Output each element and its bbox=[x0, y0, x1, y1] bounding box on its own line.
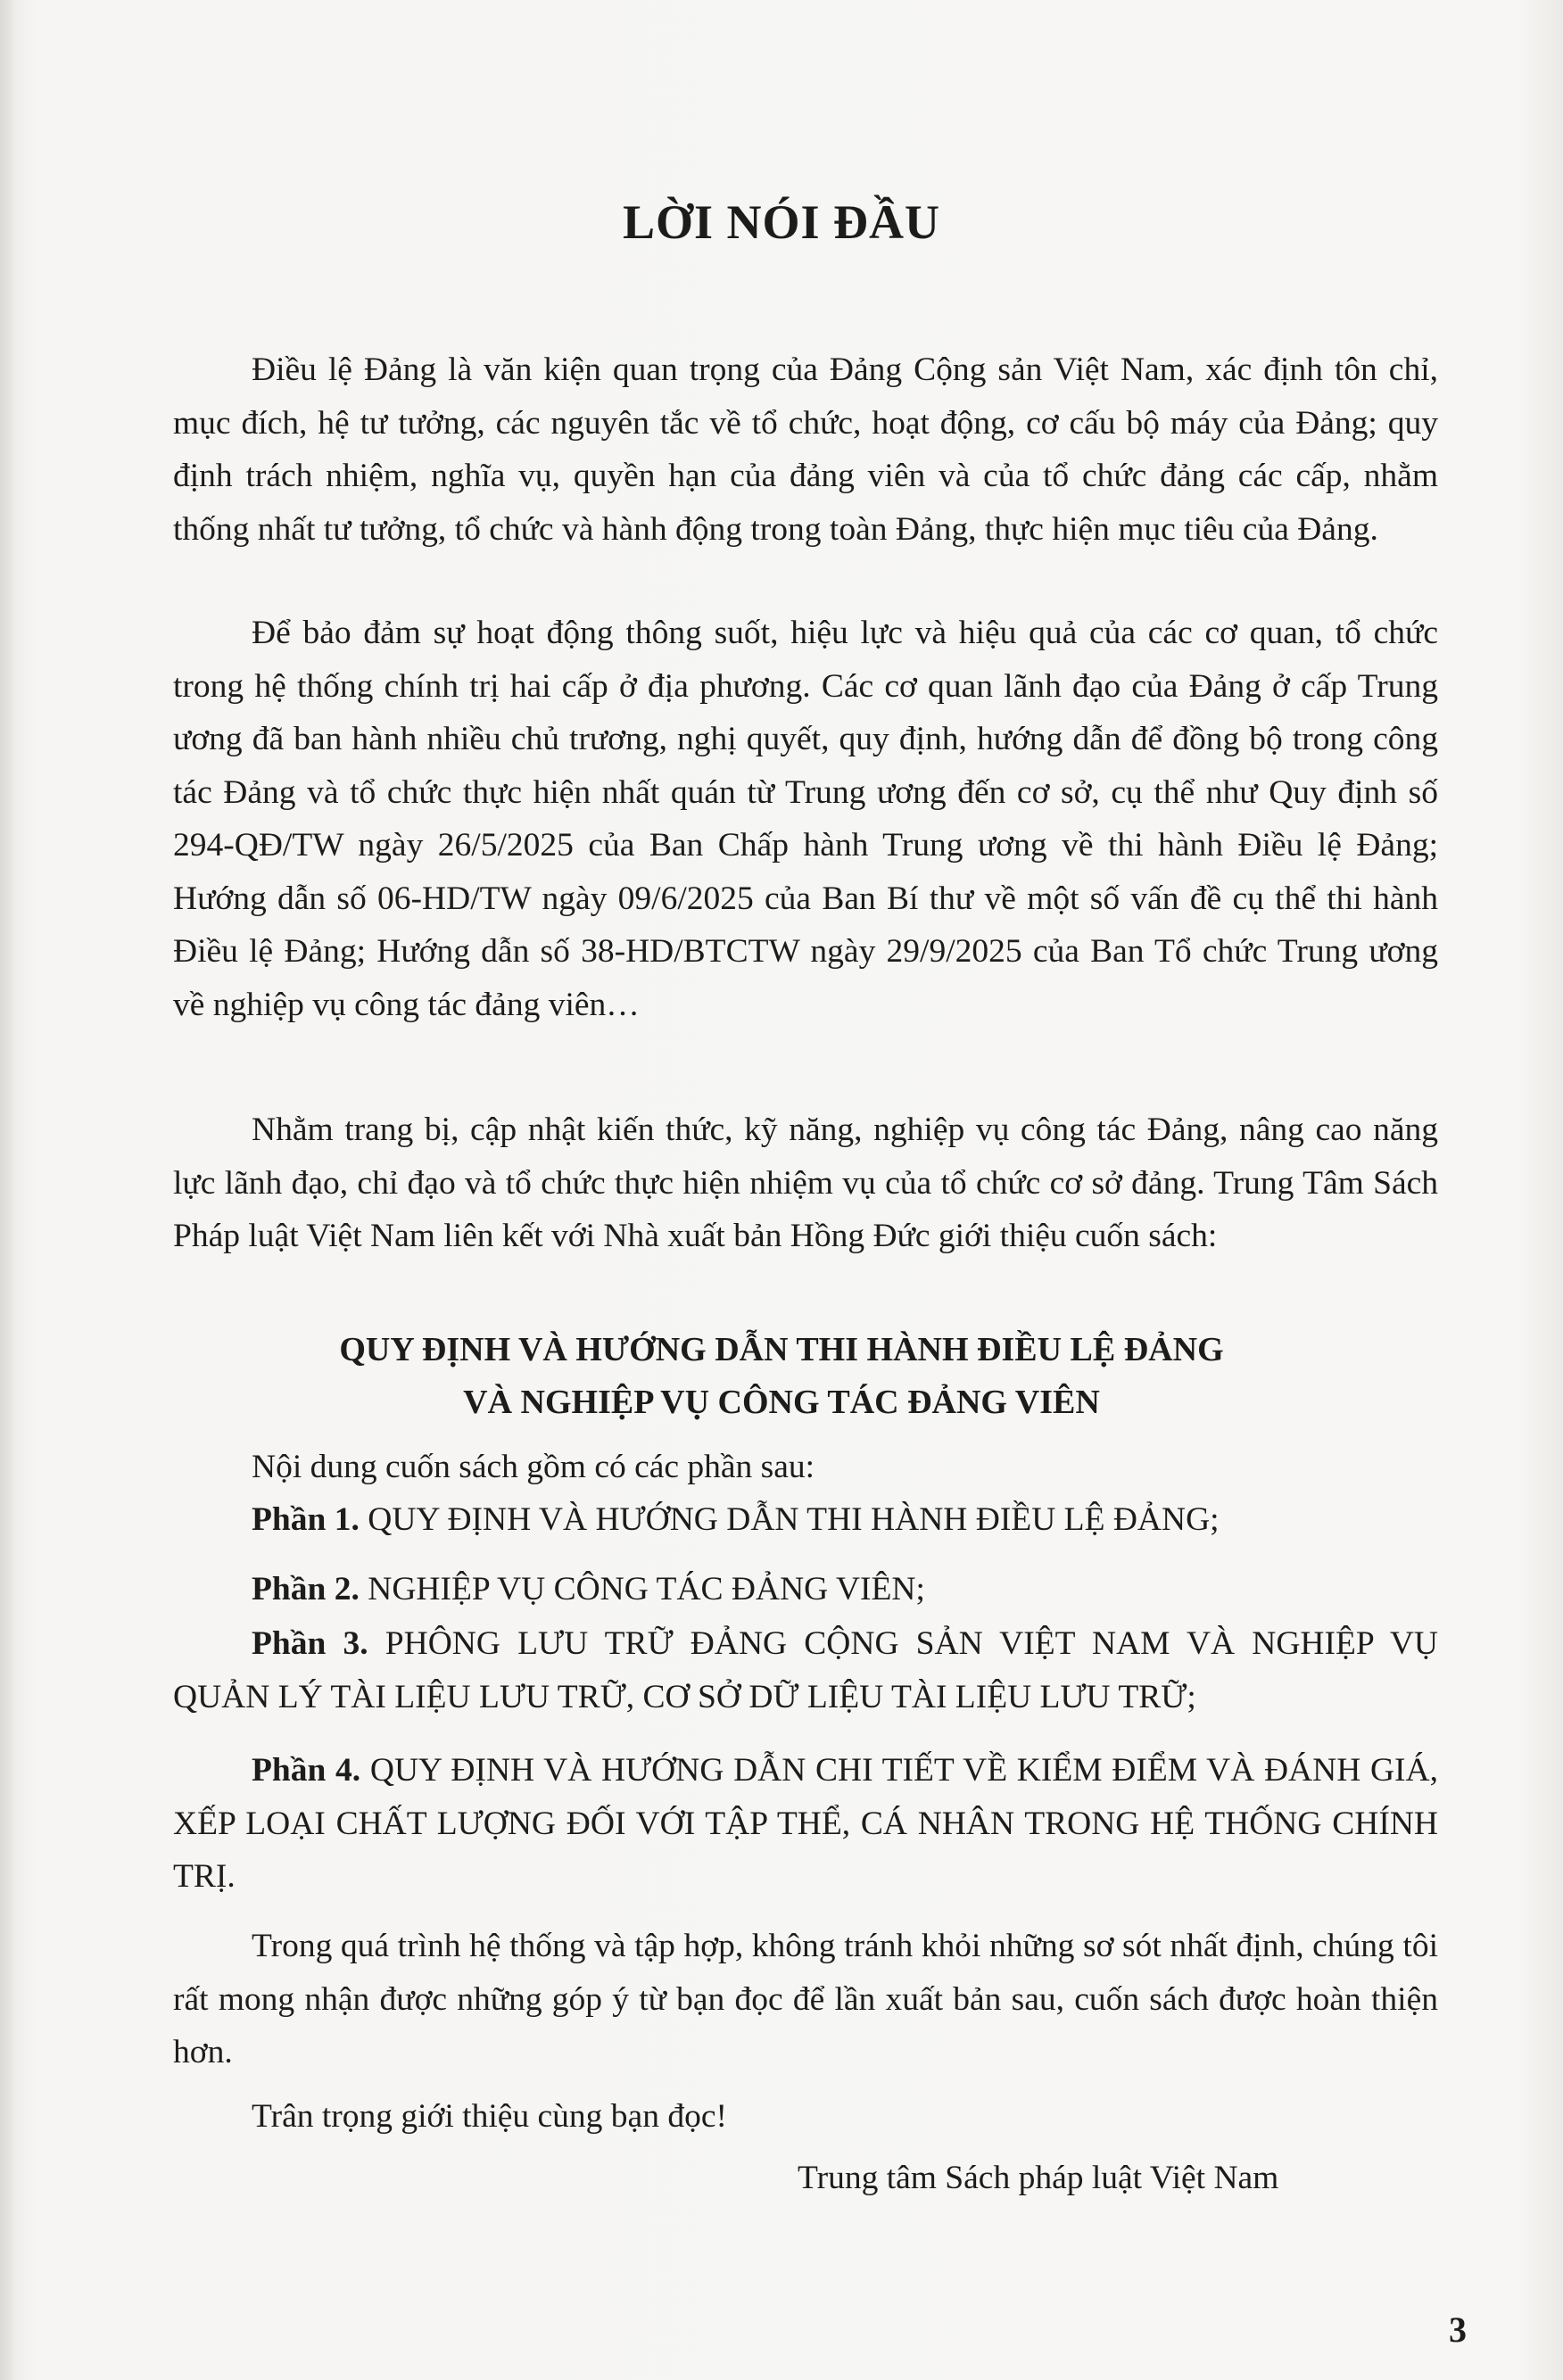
part-2-label: Phần 2. bbox=[252, 1571, 360, 1607]
book-title-line-1: QUY ĐỊNH VÀ HƯỚNG DẪN THI HÀNH ĐIỀU LỆ ĐẢNG bbox=[339, 1331, 1224, 1368]
part-1-label: Phần 1. bbox=[252, 1501, 360, 1538]
book-title bbox=[0, 1324, 1563, 1429]
paragraph-4-text: Trong quá trình hệ thống và tập hợp, không tránh khỏi những sơ sót nhất định, chúng tôi rất mong nhận được những góp ý từ bạn đọc để lần xuất bản sau, cuốn sách được hoàn thiện hơn. bbox=[173, 1928, 1438, 2070]
signature: Trung tâm Sách pháp luật Việt Nam bbox=[798, 2160, 1279, 2196]
part-2-text: NGHIỆP VỤ CÔNG TÁC ĐẢNG VIÊN; bbox=[359, 1571, 925, 1607]
paragraph-5-text: Trân trọng giới thiệu cùng bạn đọc! bbox=[252, 2098, 727, 2135]
page-title: LỜI NÓI ĐẦU bbox=[622, 195, 941, 249]
paragraph-5 bbox=[173, 2090, 1438, 2144]
paragraph-3 bbox=[173, 1103, 1438, 1263]
part-1-text: QUY ĐỊNH VÀ HƯỚNG DẪN THI HÀNH ĐIỀU LỆ ĐẢNG; bbox=[359, 1501, 1220, 1538]
book-title-line-2: VÀ NGHIỆP VỤ CÔNG TÁC ĐẢNG VIÊN bbox=[463, 1384, 1100, 1421]
part-1 bbox=[173, 1493, 1438, 1547]
part-4 bbox=[173, 1744, 1438, 1904]
page-number: 3 bbox=[1449, 2310, 1467, 2350]
part-4-label: Phần 4. bbox=[252, 1752, 361, 1789]
page-spine-shadow bbox=[0, 0, 16, 2380]
part-3 bbox=[173, 1617, 1438, 1723]
part-4-text: QUY ĐỊNH VÀ HƯỚNG DẪN CHI TIẾT VỀ KIỂM ĐIỂM VÀ ĐÁNH GIÁ, XẾP LOẠI CHẤT LƯỢNG ĐỐI VỚI TẬP THỂ, CÁ NHÂN TRONG HỆ THỐNG CHÍNH TRỊ. bbox=[173, 1752, 1439, 1895]
part-3-label: Phần 3. bbox=[252, 1625, 368, 1662]
paragraph-2 bbox=[173, 607, 1438, 1031]
paragraph-3-text: Nhằm trang bị, cập nhật kiến thức, kỹ năng, nghiệp vụ công tác Đảng, nâng cao năng lực lãnh đạo, chỉ đạo và tổ chức thực hiện nhiệm vụ của tổ chức cơ sở đảng. Trung Tâm Sách Pháp luật Việt Nam liên kết với Nhà xuất bản Hồng Đức giới thiệu cuốn sách: bbox=[173, 1111, 1438, 1254]
paragraph-1 bbox=[173, 343, 1438, 556]
paragraph-2-text: Để bảo đảm sự hoạt động thông suốt, hiệu lực và hiệu quả của các cơ quan, tổ chức trong hệ thống chính trị hai cấp ở địa phương. Các cơ quan lãnh đạo của Đảng ở cấp Trung ương đã ban hành nhiều chủ trương, nghị quyết, quy định, hướng dẫn để đồng bộ trong công tác Đảng và tổ chức thực hiện nhất quán từ Trung ương đến cơ sở, cụ thể như Quy định số 294-QĐ/TW ngày 26/5/2025 của Ban Chấp hành Trung ương về thi hành Điều lệ Đảng; Hướng dẫn số 06-HD/TW ngày 09/6/2025 của Ban Bí thư về một số vấn đề cụ thể thi hành Điều lệ Đảng; Hướng dẫn số 38-HD/BTCTW ngày 29/9/2025 của Ban Tổ chức Trung ương về nghiệp vụ công tác đảng viên… bbox=[173, 615, 1438, 1023]
part-2 bbox=[173, 1563, 1438, 1616]
paragraph-1-text: Điều lệ Đảng là văn kiện quan trọng của Đảng Cộng sản Việt Nam, xác định tôn chỉ, mục đích, hệ tư tưởng, các nguyên tắc về tổ chức, hoạt động, cơ cấu bộ máy của Đảng; quy định trách nhiệm, nghĩa vụ, quyền hạn của đảng viên và của tổ chức đảng các cấp, nhằm thống nhất tư tưởng, tổ chức và hành động trong toàn Đảng, thực hiện mục tiêu của Đảng. bbox=[173, 351, 1438, 548]
contents-intro bbox=[173, 1441, 1438, 1494]
paragraph-4 bbox=[173, 1920, 1438, 2079]
contents-intro-text: Nội dung cuốn sách gồm có các phần sau: bbox=[252, 1449, 815, 1485]
part-3-text: PHÔNG LƯU TRỮ ĐẢNG CỘNG SẢN VIỆT NAM VÀ NGHIỆP VỤ QUẢN LÝ TÀI LIỆU LƯU TRỮ, CƠ SỞ DỮ LIỆU TÀI LIỆU LƯU TRỮ; bbox=[173, 1625, 1438, 1715]
